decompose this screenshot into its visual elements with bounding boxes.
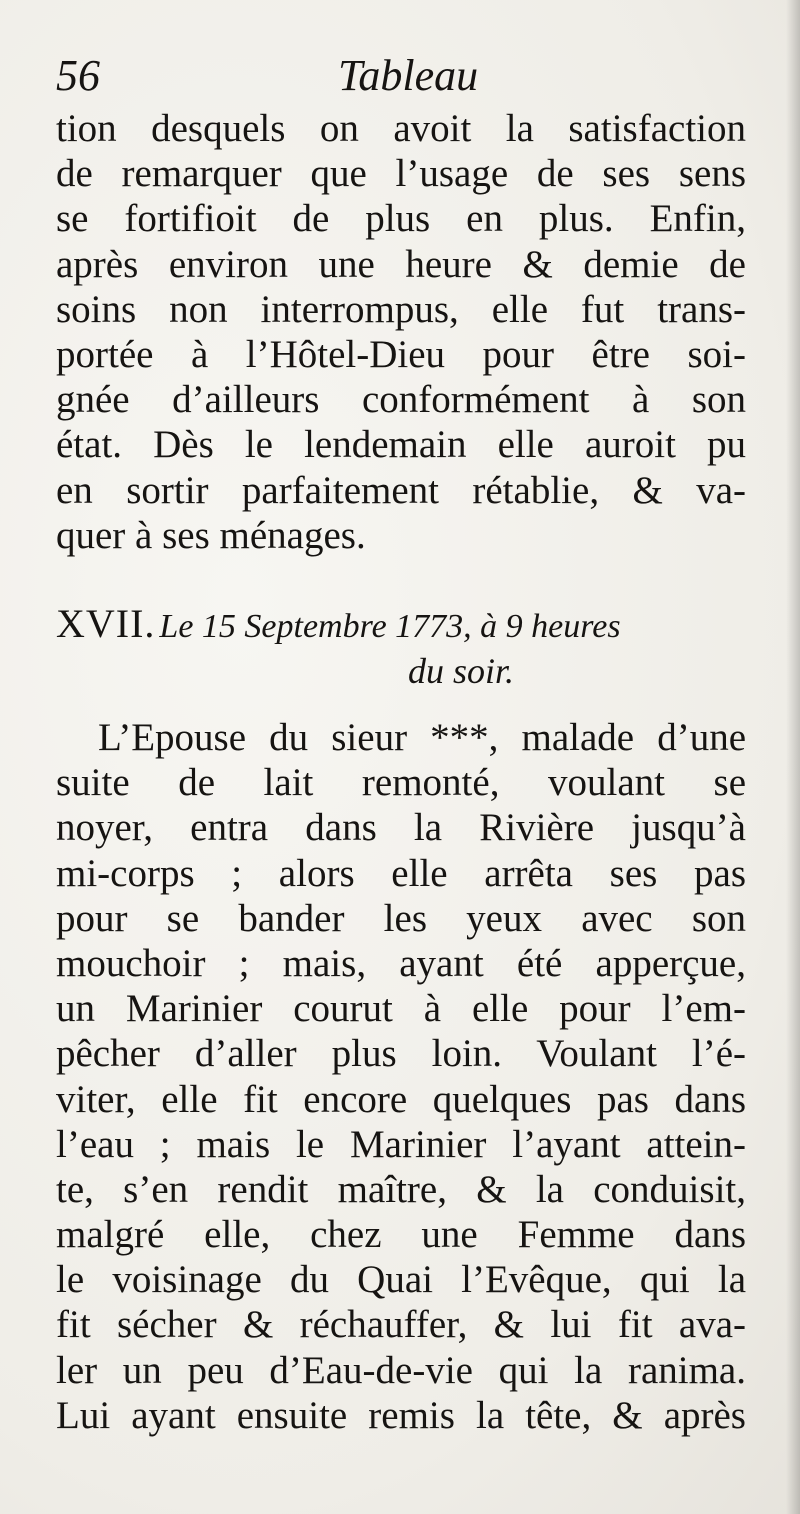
text-line: pêcher d’aller plus loin. Voulant l’é- — [56, 1032, 746, 1076]
text-line: viter, elle fit encore quelques pas dans — [56, 1077, 746, 1121]
text-line: en sortir parfaitement rétablie, & va- — [56, 468, 746, 512]
text-line: te, s’en rendit maître, & la conduisit, — [56, 1167, 746, 1211]
text-line: un Marinier courut à elle pour l’em- — [56, 987, 746, 1031]
text-line: état. Dès le lendemain elle auroit pu — [56, 423, 746, 467]
page-number: 56 — [56, 51, 100, 100]
text-line: après environ une heure & demie de — [56, 242, 746, 286]
section-heading-line-1 — [56, 600, 746, 648]
text-line: mouchoir ; mais, ayant été apperçue, — [56, 941, 746, 985]
text-line: quer à ses ménages. — [56, 513, 366, 557]
paragraph-2 — [56, 715, 746, 1438]
page-header — [56, 48, 756, 104]
text-line: le voisinage du Quai l’Evêque, qui la — [56, 1258, 746, 1302]
section-heading-line-2: du soir. — [407, 651, 515, 691]
text-line: malgré elle, chez une Femme dans — [56, 1213, 746, 1257]
section-numeral: XVII. — [56, 601, 156, 646]
text-line: ler un peu d’Eau-de-vie qui la ranima. — [56, 1348, 746, 1392]
page-edge-shadow — [786, 0, 800, 1514]
text-line: noyer, entra dans la Rivière jusqu’à — [56, 806, 746, 850]
text-line: Lui ayant ensuite remis la tête, & après — [56, 1393, 746, 1437]
text-line: fit sécher & réchauffer, & lui fit ava- — [56, 1303, 746, 1347]
running-title: Tableau — [338, 51, 479, 100]
text-line: l’eau ; mais le Marinier l’ayant attein- — [56, 1122, 746, 1166]
paragraph-1 — [56, 106, 746, 558]
text-line: mi-corps ; alors elle arrêta ses pas — [56, 851, 746, 895]
text-line: soins non interrompus, elle fut trans- — [56, 287, 746, 331]
section-date: Le 15 Septembre 1773, à 9 heures — [159, 608, 621, 645]
text-line: L’Epouse du sieur ***, malade d’une — [98, 716, 746, 759]
text-line: suite de lait remonté, voulant se — [56, 761, 746, 805]
text-line: se fortifioit de plus en plus. Enfin, — [56, 197, 746, 241]
text-line: portée à l’Hôtel-Dieu pour être soi- — [56, 332, 746, 376]
section-heading — [56, 600, 746, 694]
text-line: tion desquels on avoit la satisfaction — [56, 107, 746, 150]
text-line: gnée d’ailleurs conformément à son — [56, 378, 746, 422]
text-line: de remarquer que l’usage de ses sens — [56, 152, 746, 196]
text-line: pour se bander les yeux avec son — [56, 896, 746, 940]
